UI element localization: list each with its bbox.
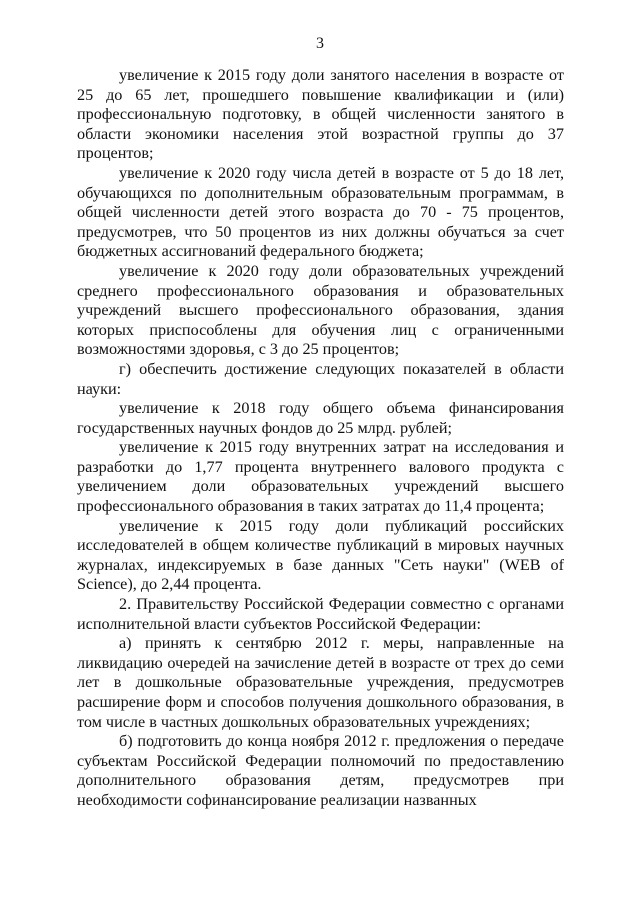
paragraph-preschool-queues: а) принять к сентябрю 2012 г. меры, направленные на ликвидацию очередей на зачисление детей в возрасте от трех до семи лет в дошкольные образовательные учреждения, предусмотрев расширение форм и способов получения дошкольного образования, в том числе в частных дошкольных образовательных учреждениях; <box>77 634 564 731</box>
paragraph-science-funds: увеличение к 2018 году общего объема финансирования государственных научных фондов до 25 млрд. рублей; <box>77 399 564 437</box>
paragraph-delegation-proposals: б) подготовить до конца ноября 2012 г. предложения о передаче субъектам Российской Федерации полномочий по предоставлению дополнительного образования детям, предусмотрев при необходимости софинансирование реализации названных <box>77 732 564 809</box>
paragraph-science-indicators: г) обеспечить достижение следующих показателей в области науки: <box>77 359 564 398</box>
paragraph-publications-share: увеличение к 2015 году доли публикаций российских исследователей в общем количестве публикаций в мировых научных журналах, индексируемых в базе данных "Сеть науки" (WEB of Science), до 2,44 процента. <box>77 516 564 594</box>
paragraph-government-instructions: 2. Правительству Российской Федерации совместно с органами исполнительной власти субъектов Российской Федерации: <box>77 595 564 633</box>
paragraph-employment-training: увеличение к 2015 году доли занятого населения в возрасте от 25 до 65 лет, прошедшего повышение квалификации и (или) профессиональную подготовку, в общей численности занятого в области экономики населения этой возрастной группы до 37 процентов; <box>77 66 564 163</box>
document-body <box>77 66 564 811</box>
page-number: 3 <box>316 35 324 52</box>
paragraph-children-additional-education: увеличение к 2020 году числа детей в возрасте от 5 до 18 лет, обучающихся по дополнительным образовательным программам, в общей численности детей этого возраста до 70 - 75 процентов, предусмотрев, что 50 процентов из них должны обучаться за счет бюджетных ассигнований федерального бюджета; <box>77 163 564 261</box>
paragraph-accessible-institutions: увеличение к 2020 году доли образовательных учреждений среднего профессионального образования и образовательных учреждений высшего профессионального образования, здания которых приспособлены для обучения лиц с ограниченными возможностями здоровья, с 3 до 25 процентов; <box>77 261 564 359</box>
paragraph-rnd-spending: увеличение к 2015 году внутренних затрат на исследования и разработки до 1,77 процента внутреннего валового продукта с увеличением доли образовательных учреждений высшего профессионального образования в таких затратах до 11,4 процента; <box>77 438 564 516</box>
